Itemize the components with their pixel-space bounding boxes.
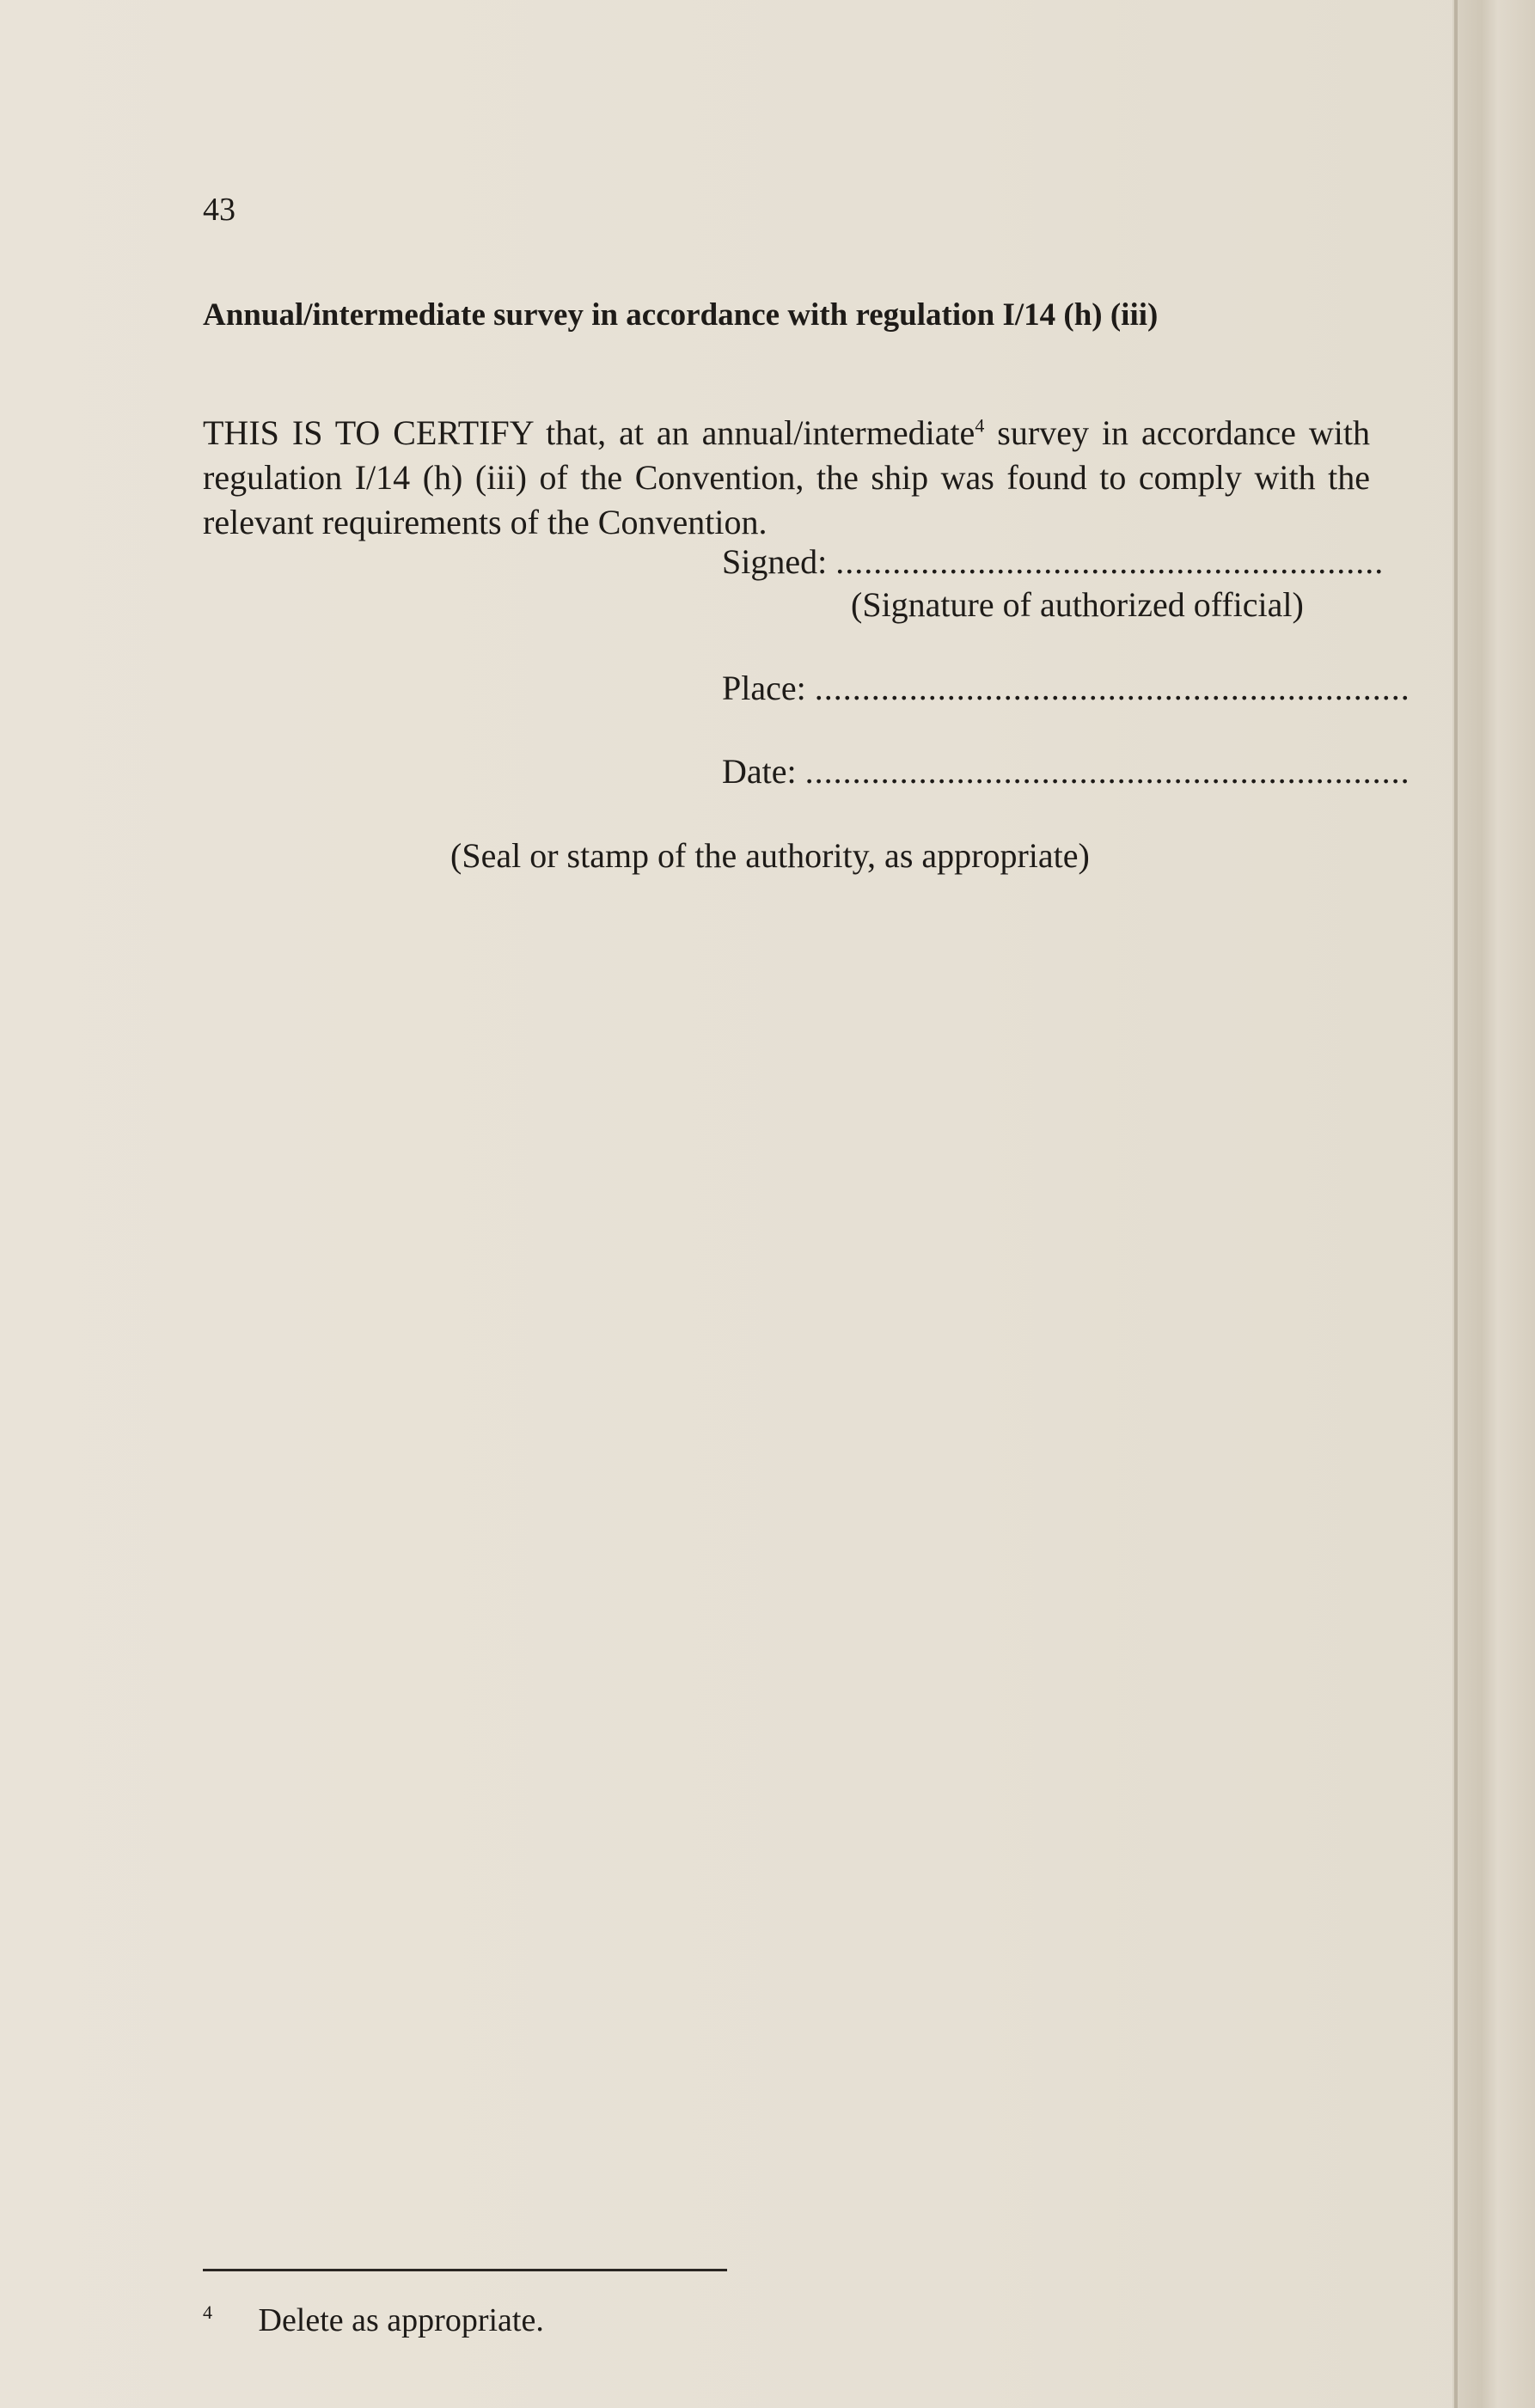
date-line <box>722 751 1410 791</box>
certification-text-end: survey in accordance with regulation I/14 (h) (iii) of the Convention, the ship was found to comply with the relevant requirements of the Convention. <box>203 413 1370 541</box>
page-edge-line <box>1454 0 1458 2408</box>
place-field: ............................................................... <box>814 669 1410 707</box>
date-field: ................................................................ <box>804 752 1410 791</box>
place-label: Place: <box>722 669 806 707</box>
signed-line <box>722 541 1384 582</box>
certification-paragraph <box>203 411 1370 545</box>
page-number: 43 <box>203 192 235 228</box>
signed-label: Signed: <box>722 542 828 581</box>
place-line <box>722 668 1410 708</box>
certification-text-start: THIS IS TO CERTIFY that, at an annual/intermediate <box>203 413 975 452</box>
footnote-number: 4 <box>203 2301 212 2324</box>
footnote <box>203 2301 544 2339</box>
footnote-divider <box>203 2269 727 2271</box>
footnote-text: Delete as appropriate. <box>258 2302 544 2338</box>
book-spine-shadow <box>1452 0 1535 2408</box>
section-heading: Annual/intermediate survey in accordance with regulation I/14 (h) (iii) <box>203 297 1159 333</box>
footnote-reference: 4 <box>975 414 985 437</box>
signature-caption: (Signature of authorized official) <box>851 585 1304 624</box>
signed-field: .......................................................... <box>835 542 1385 581</box>
seal-note: (Seal or stamp of the authority, as appropriate) <box>450 836 1090 875</box>
date-label: Date: <box>722 752 797 791</box>
